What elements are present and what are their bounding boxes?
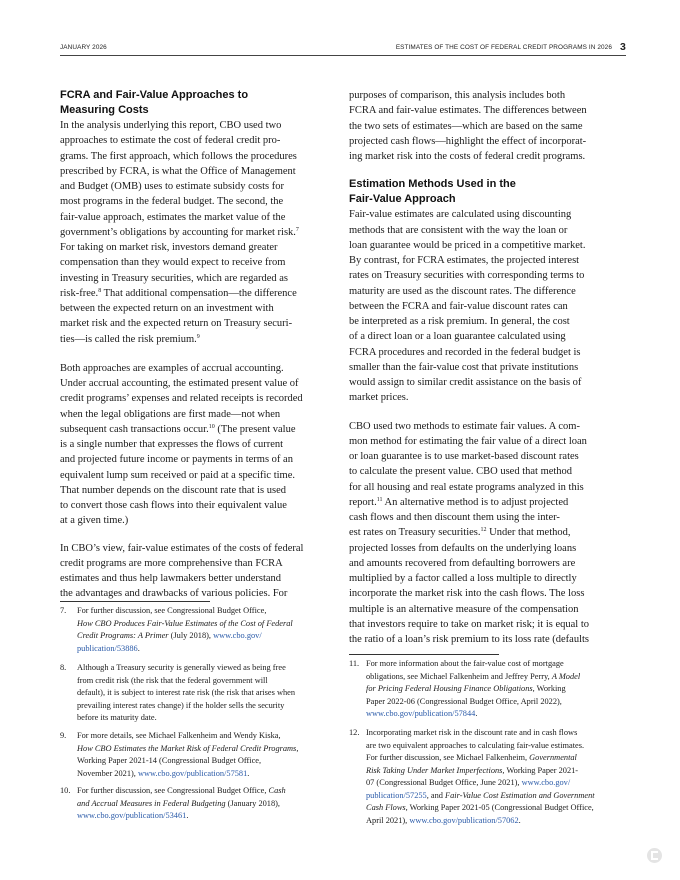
page-number: 3 [620,41,626,53]
paragraph-two-methods: CBO used two methods to estimate fair values. A com- mon method for estimating the fair value of a direct loan or loan guarantee is to use market-based discount rates to calculate the present value. CBO used that method for all housing and real estate programs analyzed in this report.$^{11}$ An alternative method is to adjust projected cash flows and then discount them using the inter- est rates on Treasury securities.$^{12}$ Under that method, projected losses from defaults on the underlying loans and amounts recovered from defaulting borrowers are multiplied by a factor called a loss multiple to directly incorporate the market risk into the cash flows. The loss multiple is an alternative measure of the compensation that investors require to take on market risk; it is equal to the ratio of a loan’s risk premium to its loss rate (defaults [349,420,589,645]
link-cbo-53461[interactable]: www.cbo.gov/publication/53461 [77,811,187,820]
link-cbo-53886[interactable]: www.cbo.gov/ [213,631,262,640]
footnote-ref-12[interactable]: 12 [480,527,487,534]
footnote-rule-left [60,601,210,602]
header-rule [60,55,626,56]
footnote-7: 7. For further discussion, see Congressional Budget Office, How CBO Produces Fair-Value Estimates of the Cost of Federal Credit Programs: A Primer (July 2018), www.cbo.gov/ publication/53886. [60,606,293,653]
left-column [60,88,328,602]
right-column [349,88,626,647]
footnote-ref-9[interactable]: 9 [196,333,200,340]
footnote-ref-10[interactable]: 10 [208,423,215,430]
link-cbo-57844[interactable]: www.cbo.gov/publication/57844 [366,709,476,718]
paragraph-accrual: Both approaches are examples of accrual accounting. Under accrual accounting, the estimated present value of credit programs’ expenses and related receipts is recorded when the legal obligations are first made—not when subsequent cash transactions occur.$^{10}$ (The present value is a single number that expresses the flows of current and projected future income or payments in terms of an equivalent lump sum received or paid at a specific time. That number depends on the discount rate that is used to convert those cash flows into their equivalent value at a given time.) [60,362,303,527]
paragraph-comparison: purposes of comparison, this analysis includes both FCRA and fair-value estimates. The differences between the two sets of estimates—which are based on the same projected cash flows—highlight the effect of incorporat- ing market risk into the costs of federal credit programs. [349,90,587,162]
footnote-12: 12. Incorporating market risk in the discount rate and in cash flows are two equivalent approaches to calculating fair-value estimates. For further discussion, see Michael Falkenheim, Governmental Risk Taking Under Market Imperfections, Working Paper 2021- 07 (Congressional Budget Office, June 2021), www.cbo.gov/ publication/57255, and Fair-Value Cost Estimation and Government Cash Flows, Working Paper 2021-05 (Congressional Budget Office, April 2021), www.cbo.gov/publication/57062. [349,728,595,825]
paragraph-discounting: Fair-value estimates are calculated using discounting methods that are consistent with the way the loan or loan guarantee would be priced in a competitive market. By contrast, for FCRA estimates, the projected interest rates on Treasury securities with corresponding terms to maturity are used as the discount rates. The difference between the FCRA and fair-value discount rates can be interpreted as a risk premium. In general, the cost of a direct loan or a loan guarantee calculated using FCRA procedures and recorded in the federal budget is smaller than the fair-value cost that private institutions would assign to similar credit assistance on the basis of market prices. [349,209,586,404]
paragraph-cbo-view: In CBO’s view, fair-value estimates of the costs of federal credit programs are more comprehensive than FCRA estimates and thus help lawmakers better understand the advantages and drawbacks of various policies. For [60,542,304,600]
running-head [60,42,626,56]
footnote-10: 10. For further discussion, see Congressional Budget Office, Cash and Accrual Measures in Federal Budgeting (January 2018), www.cbo.gov/publication/53461. [60,786,286,820]
section-heading-estimation-methods: Estimation Methods Used in the Fair-Value Approach [349,178,516,206]
section-heading-fcra: FCRA and Fair-Value Approaches to Measuring Costs [60,89,249,116]
link-cbo-57255[interactable]: www.cbo.gov/ [521,778,571,787]
link-cbo-57581[interactable]: www.cbo.gov/publication/57581 [137,768,248,778]
running-head-title: ESTIMATES OF THE COST OF FEDERAL CREDIT PROGRAMS IN 2026 [395,44,612,51]
footnote-rule-right [349,654,499,655]
link-cbo-57062[interactable]: www.cbo.gov/publication/57062 [409,815,519,825]
link-cbo-57255-cont[interactable]: publication/57255 [366,790,427,800]
running-head-date: JANUARY 2026 [60,44,107,51]
footnote-11: 11. For more information about the fair-value cost of mortgage obligations, see Michael Falkenheim and Jeffrey Perry, A Model for Pricing Federal Housing Finance Obligations, Working Paper 2022-06 (Congressional Budget Office, April 2022), www.cbo.gov/publication/57844. [349,659,581,718]
paragraph-approaches: In the analysis underlying this report, CBO used two approaches to estimate the cost of federal credit pro- grams. The first approach, which follows the procedures prescribed by FCRA, is what the Office of Management and Budget (OMB) uses to estimate subsidy costs for most programs in the federal budget. The second, the fair-value approach, estimates the market value of the government’s obligations by accounting for market risk.$^7$ For taking on market risk, investors demand greater compensation than they would expect to receive from investing in Treasury securities, which are regarded as risk-free.$^8$ That additional compensation—the difference between the expected return on an investment with market risk and the expected return on Treasury securi- ties—is called the risk premium.$^9$ [60,120,299,345]
footnote-9: 9. For more details, see Michael Falkenheim and Wendy Kiska, How CBO Estimates the Market Risk of Federal Credit Programs, Working Paper 2021-14 (Congressional Budget Office, November 2021), www.cbo.gov/publication/57581. [60,731,299,778]
footnote-ref-8[interactable]: 8 [98,287,102,294]
footnote-8: 8. Although a Treasury security is generally viewed as being free from credit risk (the risk that the federal government will default), it is subject to interest rate risk (the risk that arises when prevailing interest rates change) if the holder sells the security before its maturity date. [60,663,296,722]
link-cbo-53886-cont[interactable]: publication/53886 [77,643,138,653]
viewer-badge-icon[interactable] [647,848,662,863]
footnote-ref-7[interactable]: 7 [295,226,299,233]
footnote-ref-11[interactable]: 11 [376,496,383,503]
